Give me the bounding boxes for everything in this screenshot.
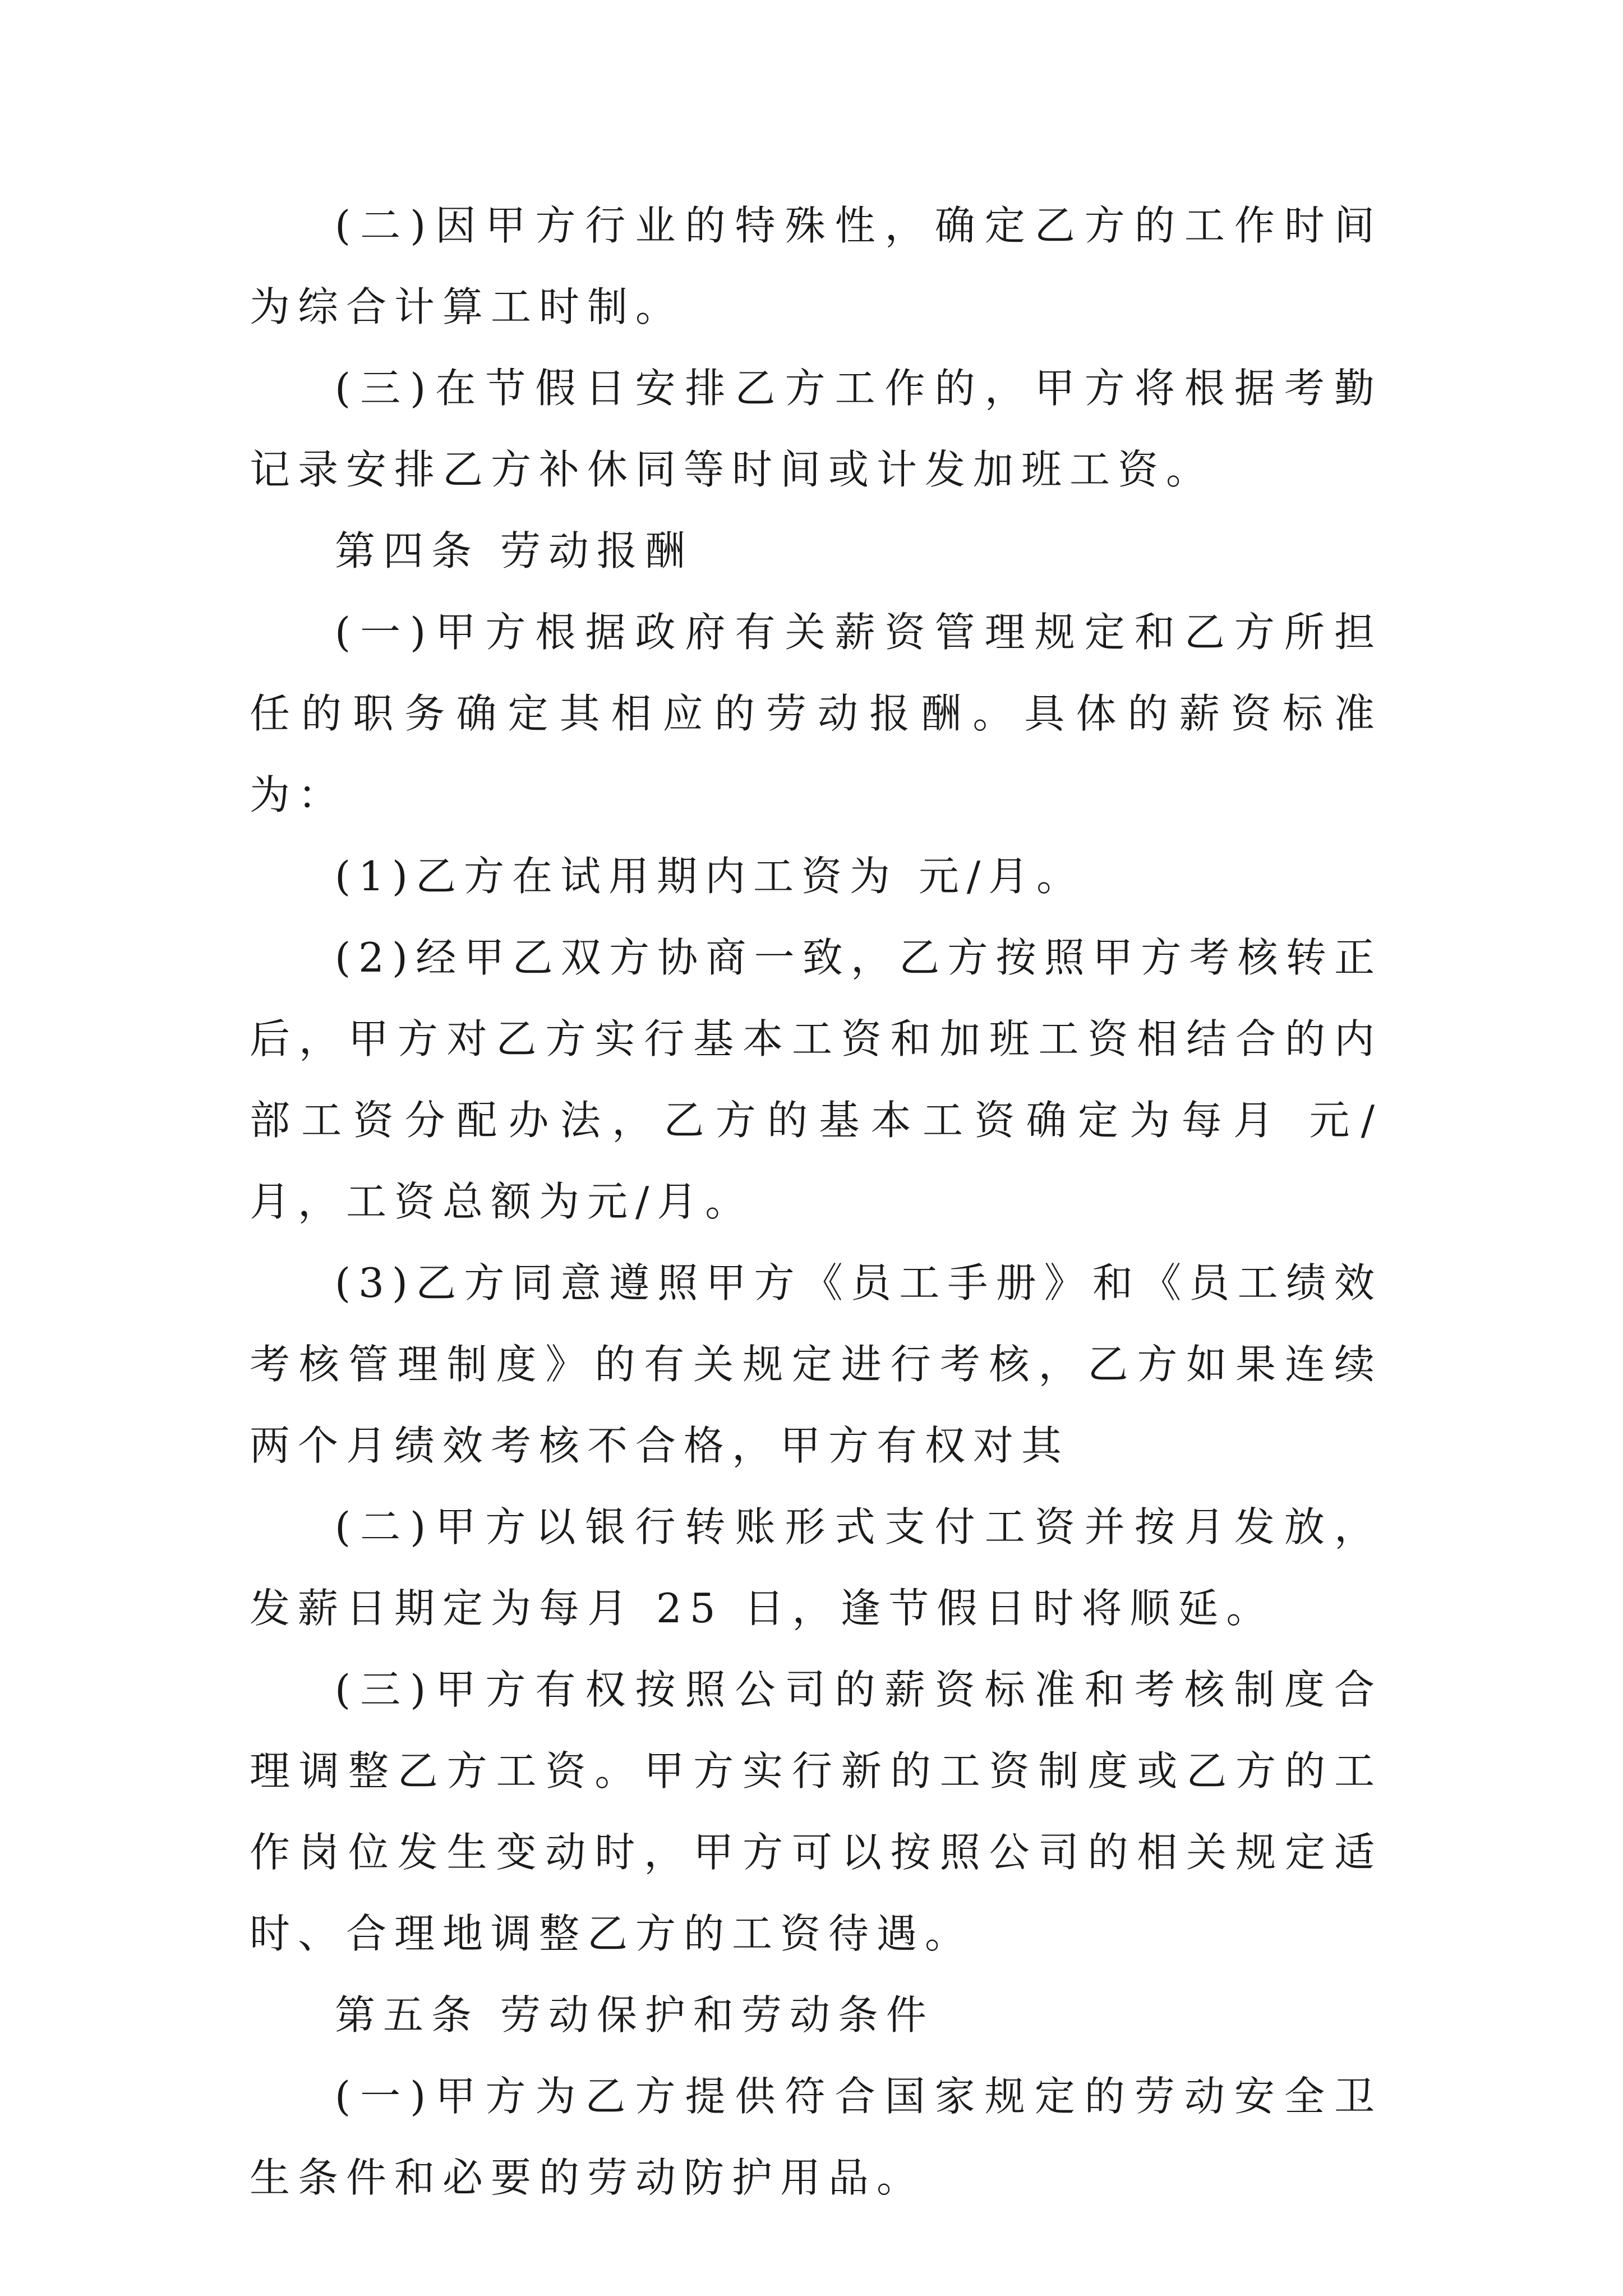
paragraph-salary-standard: (一)甲方根据政府有关薪资管理规定和乙方所担任的职务确定其相应的劳动报酬。具体的薪资标准为：: [250, 609, 1382, 818]
paragraph-safety-conditions: (一)甲方为乙方提供符合国家规定的劳动安全卫生条件和必要的劳动防护用品。: [250, 2073, 1382, 2201]
paragraph-payment-method: (二)甲方以银行转账形式支付工资并按月发放，发薪日期定为每月 25 日，逢节假日时将顺延。: [250, 1503, 1382, 1632]
paragraph-performance-review: (3)乙方同意遵照甲方《员工手册》和《员工绩效考核管理制度》的有关规定进行考核，乙方如果连续两个月绩效考核不合格，甲方有权对其: [250, 1259, 1382, 1469]
paragraph-holiday-work: (三)在节假日安排乙方工作的，甲方将根据考勤记录安排乙方补休同等时间或计发加班工资。: [250, 365, 1382, 493]
paragraph-probation-salary: (1)乙方在试用期内工资为 元/月。: [335, 853, 1085, 900]
section-heading-article-5: 第五条 劳动保护和劳动条件: [335, 1991, 934, 2039]
paragraph-salary-adjustment: (三)甲方有权按照公司的薪资标准和考核制度合理调整乙方工资。甲方实行新的工资制度或乙方的工作岗位发生变动时，甲方可以按照公司的相关规定适时、合理地调整乙方的工资待遇。: [250, 1666, 1382, 1957]
paragraph-regular-salary: (2)经甲乙双方协商一致，乙方按照甲方考核转正后，甲方对乙方实行基本工资和加班工资相结合的内部工资分配办法，乙方的基本工资确定为每月 元/月，工资总额为元/月。: [250, 934, 1382, 1225]
section-heading-article-4: 第四条 劳动报酬: [335, 527, 693, 574]
document-body: [250, 185, 1382, 2219]
paragraph-work-hours-system: (二)因甲方行业的特殊性，确定乙方的工作时间为综合计算工时制。: [250, 202, 1382, 330]
